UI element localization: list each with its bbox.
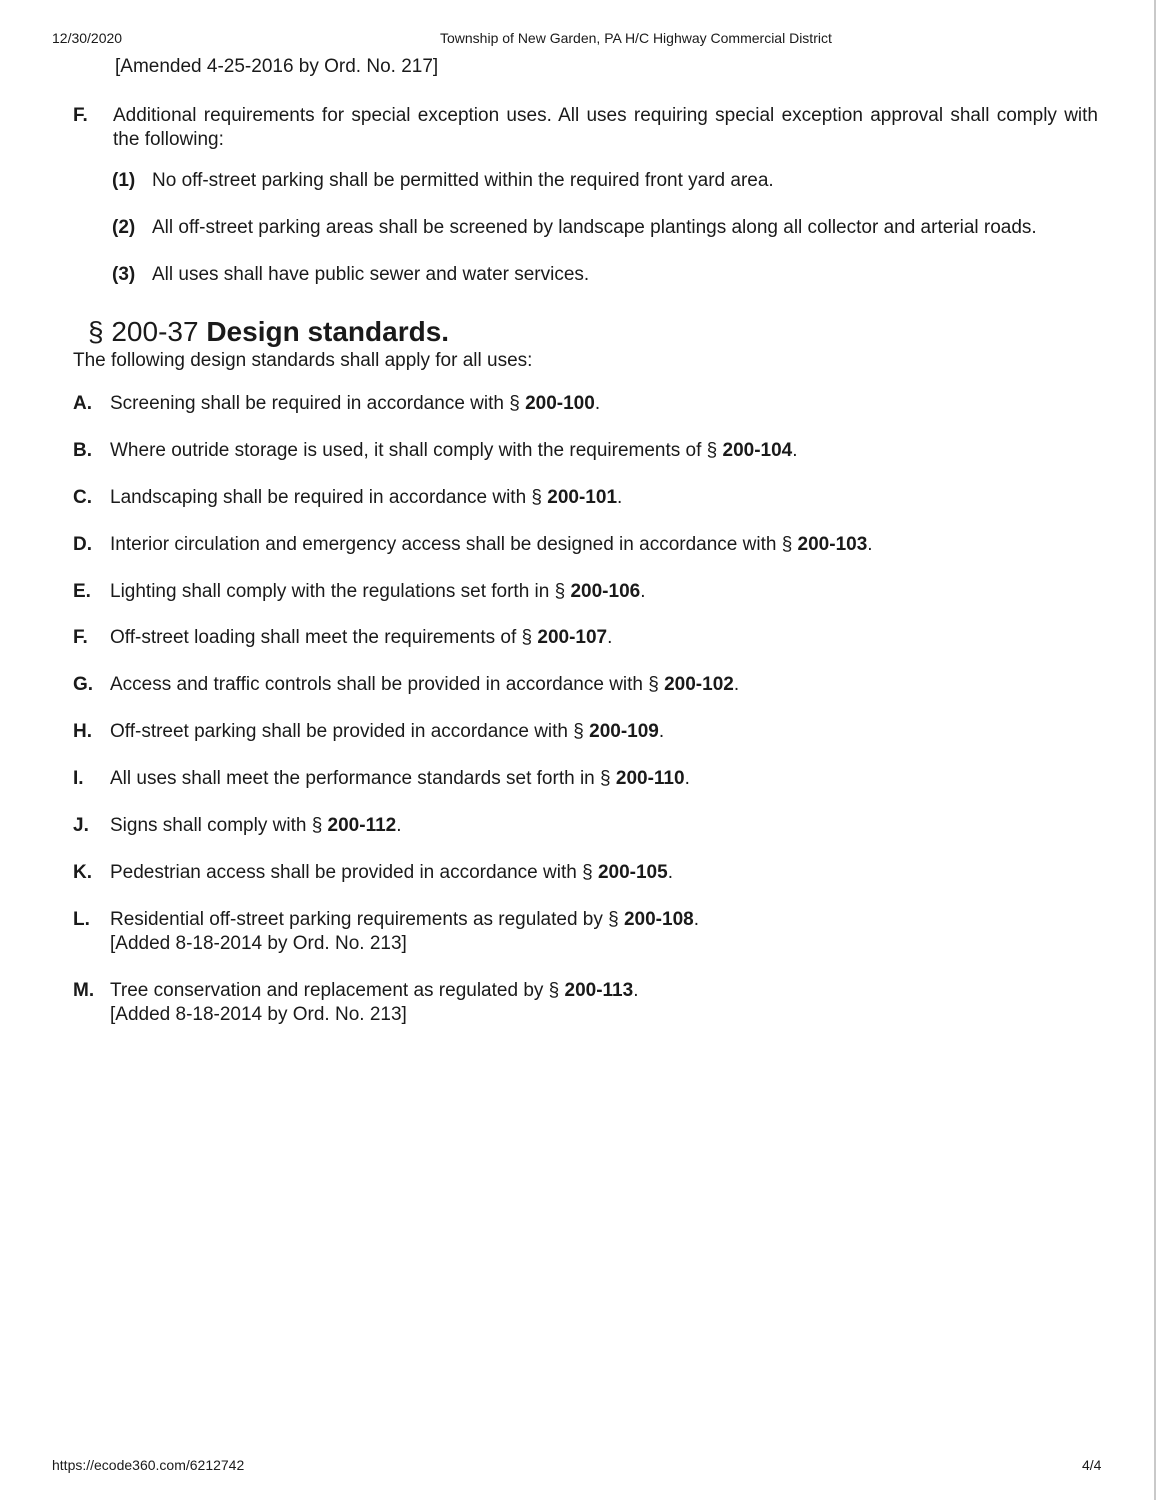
section-reference-link[interactable]: 200-104 — [722, 440, 793, 461]
amended-note: [Amended 4-25-2016 by Ord. No. 217] — [115, 56, 439, 77]
amendment-note: [Added 8-18-2014 by Ord. No. 213] — [110, 1004, 407, 1025]
section-reference-link[interactable]: 200-112 — [327, 815, 397, 836]
standard-label: C. — [73, 487, 92, 508]
section-number: § 200-37 — [88, 316, 199, 347]
standard-label: M. — [73, 980, 95, 1001]
standard-label: A. — [73, 393, 92, 414]
section-heading — [88, 316, 449, 348]
standard-label: K. — [73, 862, 92, 883]
section-reference-link[interactable]: 200-105 — [597, 862, 668, 883]
standard-text: Lighting shall comply with the regulations set forth in § — [110, 581, 571, 602]
section-intro: The following design standards shall apply for all uses: — [73, 350, 533, 371]
period: . — [658, 721, 665, 742]
standard-text: Residential off-street parking requirements as regulated by § — [110, 909, 624, 930]
standard-label: L. — [73, 909, 90, 930]
footer-url[interactable]: https://ecode360.com/6212742 — [52, 1457, 245, 1473]
standard-label: F. — [73, 627, 88, 648]
standard-text: Interior circulation and emergency access shall be designed in accordance with § — [110, 534, 798, 555]
scan-edge-line — [1154, 0, 1156, 1500]
standard-text: Off-street parking shall be provided in accordance with § — [110, 721, 590, 742]
section-reference-link[interactable]: 200-106 — [570, 581, 641, 602]
standard-label: J. — [73, 815, 89, 836]
period: . — [594, 393, 601, 414]
period: . — [733, 674, 740, 695]
standard-text: Tree conservation and replacement as regulated by § — [110, 980, 565, 1001]
standard-text: Signs shall comply with § — [110, 815, 328, 836]
section-reference-link[interactable]: 200-108 — [623, 909, 694, 930]
print-date: 12/30/2020 — [52, 30, 123, 46]
section-reference-link[interactable]: 200-101 — [547, 487, 618, 508]
section-reference-link[interactable]: 200-110 — [615, 768, 685, 789]
period: . — [792, 440, 798, 461]
section-reference-link[interactable]: 200-100 — [525, 393, 595, 414]
standard-text: Off-street loading shall meet the requirements of § — [110, 627, 538, 648]
standard-text: Pedestrian access shall be provided in accordance with § — [110, 862, 598, 883]
sub-item-label: (3) — [112, 264, 136, 285]
section-reference-link[interactable]: 200-103 — [797, 534, 868, 555]
standard-text: Where outride storage is used, it shall comply with the requirements of § — [110, 440, 723, 461]
standard-label: B. — [73, 440, 92, 461]
standard-text: Screening shall be required in accordance with § — [110, 393, 526, 414]
period: . — [684, 768, 690, 789]
amendment-note: [Added 8-18-2014 by Ord. No. 213] — [110, 933, 407, 954]
item-text: Additional requirements for special exception uses. All uses requiring special exception approval shall comply with the following: — [113, 105, 1098, 150]
standard-text: Access and traffic controls shall be provided in accordance with § — [110, 674, 665, 695]
section-reference-link[interactable]: 200-113 — [564, 980, 634, 1001]
period: . — [617, 487, 623, 508]
section-reference-link[interactable]: 200-107 — [537, 627, 608, 648]
standard-label: H. — [73, 721, 92, 742]
sub-item-label: (2) — [112, 217, 136, 238]
period: . — [667, 862, 673, 883]
period: . — [607, 627, 613, 648]
period: . — [640, 581, 646, 602]
sub-item-label: (1) — [112, 170, 136, 191]
sub-item-text: All off-street parking areas shall be screened by landscape plantings along all collector and arterial roads. — [152, 217, 1037, 238]
period: . — [396, 815, 402, 836]
standard-label: E. — [73, 581, 91, 602]
section-reference-link[interactable]: 200-102 — [664, 674, 734, 695]
standard-label: G. — [73, 674, 94, 695]
standard-label: D. — [73, 534, 92, 555]
sub-item-text: No off-street parking shall be permitted within the required front yard area. — [152, 170, 774, 191]
item-label: F. — [73, 105, 88, 126]
standard-label: I. — [73, 768, 84, 789]
period: . — [867, 534, 873, 555]
standard-text: Landscaping shall be required in accordance with § — [110, 487, 548, 508]
period: . — [693, 909, 699, 930]
standard-text: All uses shall meet the performance standards set forth in § — [110, 768, 616, 789]
period: . — [633, 980, 639, 1001]
section-title: Design standards. — [206, 316, 450, 347]
page-number: 4/4 — [1082, 1457, 1102, 1473]
print-header-title: Township of New Garden, PA H/C Highway Commercial District — [440, 30, 832, 46]
sub-item-text: All uses shall have public sewer and water services. — [152, 264, 590, 285]
section-reference-link[interactable]: 200-109 — [589, 721, 659, 742]
